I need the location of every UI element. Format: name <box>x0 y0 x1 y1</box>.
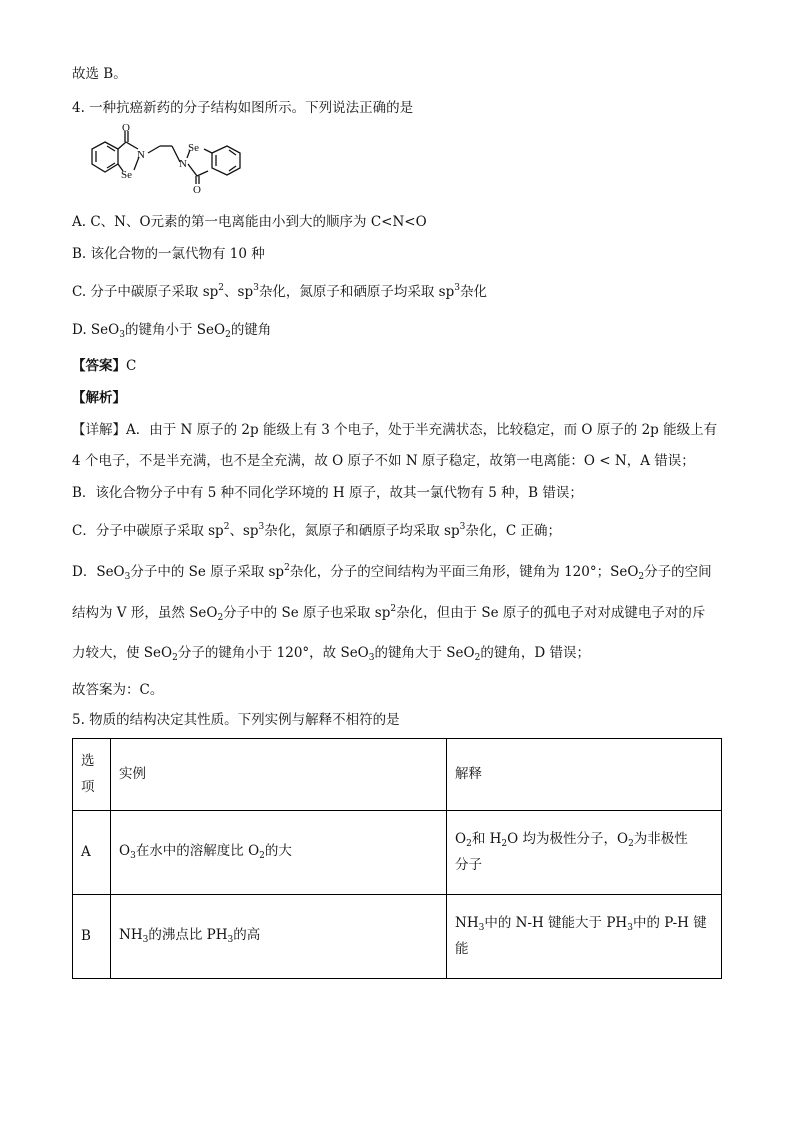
header-example: 实例 <box>111 739 447 811</box>
row-a-option: A <box>73 811 111 895</box>
atom-label: N <box>137 149 145 161</box>
detail-d-line1: D．SeO$_3$分子中的 Se 原子采取 $sp^2$杂化，分子的空间结构为平面三角形，键角为 120°；SeO$_2$分子的空间 <box>72 563 712 582</box>
previous-conclusion: 故选 B。 <box>72 66 127 82</box>
table-row <box>73 895 722 979</box>
row-b-example: $NH_3$的沸点比 $PH_3$的高 <box>111 895 447 979</box>
question-4-stem: 4. 一种抗癌新药的分子结构如图所示。下列说法正确的是 <box>72 100 414 116</box>
atom-label: Se <box>188 142 199 154</box>
row-a-explain: $O_2$和 $H_2O$ 均为极性分子，$O_2$为非极性 分子 <box>447 811 722 895</box>
row-a-example: $O_3$在水中的溶解度比 $O_2$的大 <box>111 811 447 895</box>
row-b-option: B <box>73 895 111 979</box>
analysis-label: 【解析】 <box>72 390 126 406</box>
option-b: B. 该化合物的一氯代物有 10 种 <box>72 246 265 262</box>
table-row <box>73 811 722 895</box>
atom-label: N <box>179 158 187 170</box>
detail-a-line2: 4 个电子，不是半充满，也不是全充满，故 O 原子不如 N 原子稳定，故第一电离能：O < N，A 错误； <box>72 453 695 469</box>
header-option: 选 项 <box>73 739 111 811</box>
option-d: D. SeO$_3$的键角小于 SeO$_2$的键角 <box>72 322 272 340</box>
option-a: A. C、N、O元素的第一电离能由小到大的顺序为 C<N<O <box>72 214 427 230</box>
header-explain: 解释 <box>447 739 722 811</box>
table-header-row <box>73 739 722 811</box>
atom-label: O <box>122 122 130 134</box>
detail-a-line1: 【详解】A．由于 N 原子的 2p 能级上有 3 个电子，处于半充满状态，比较稳定，而 O 原子的 2p 能级上有 <box>72 422 718 438</box>
atom-label: O <box>193 184 201 194</box>
detail-c: C．分子中碳原子采取 $sp^2$、$sp^3$杂化，氮原子和硒原子均采取 $sp^3$杂化，C 正确； <box>72 522 561 539</box>
question-5-stem: 5. 物质的结构决定其性质。下列实例与解释不相符的是 <box>72 712 400 728</box>
detail-b: B．该化合物分子中有 5 种不同化学环境的 H 原子，故其一氯代物有 5 种，B 错误； <box>72 485 583 501</box>
atom-label: Se <box>121 169 132 181</box>
answer-value: C <box>126 358 137 374</box>
detail-d-line2: 结构为 V 形，虽然 SeO$_2$分子中的 Se 原子也采取 $sp^2$杂化，但由于 Se 原子的孤电子对对成键电子对的斥 <box>72 604 706 623</box>
answer-conclusion: 故答案为：C。 <box>72 682 164 698</box>
detail-d-line3: 力较大，使 SeO$_2$分子的键角小于 120°，故 SeO$_3$的键角大于 SeO$_2$的键角，D 错误； <box>72 645 590 663</box>
question-5-table <box>72 738 722 979</box>
option-c: C. 分子中碳原子采取 $sp^2$、$sp^3$杂化，氮原子和硒原子均采取 $sp^3$杂化 <box>72 283 487 300</box>
row-b-explain: $NH_3$中的 N-H 键能大于 $PH_3$中的 P-H 键 能 <box>447 895 722 979</box>
molecule-structure-diagram <box>70 122 285 194</box>
answer-label: 【答案】 <box>72 358 126 374</box>
answer-line <box>72 360 136 374</box>
